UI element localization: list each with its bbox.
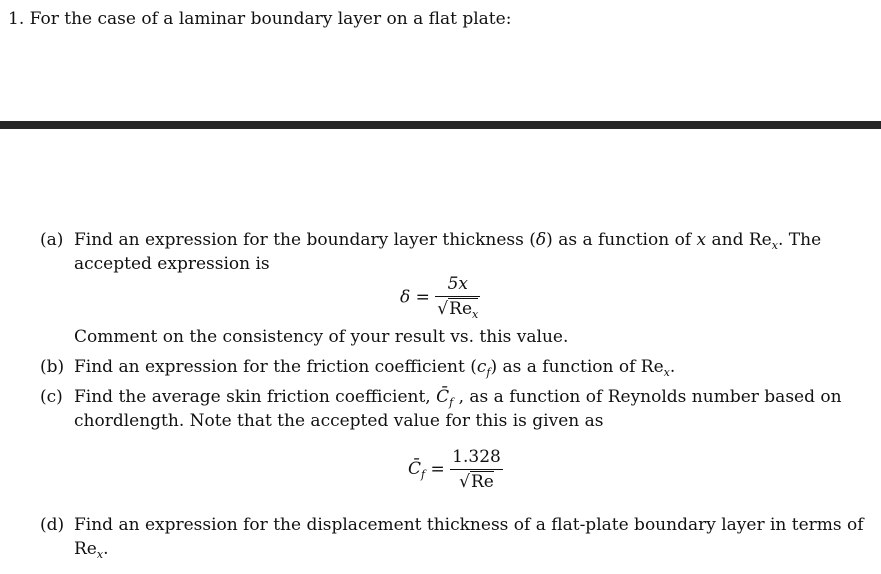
part-d-re: Re: [74, 539, 97, 559]
sqrt-icon: √: [459, 472, 470, 492]
equation-delta-lhs: δ =: [400, 287, 430, 308]
equation-cf: [408, 446, 503, 493]
part-a-label: (a): [40, 230, 64, 250]
re-text: Re: [449, 299, 473, 319]
equation-delta: [400, 273, 480, 322]
equation-delta-denominator: [435, 298, 480, 322]
part-a-comment: Comment on the consistency of your result vs. this value.: [74, 327, 569, 347]
re-text: Re: [470, 472, 494, 492]
part-b: [40, 356, 675, 380]
equals-sign: =: [430, 459, 445, 480]
fraction-bar: [450, 469, 503, 470]
part-a-text: Find an expression for the boundary layer thickness (: [74, 230, 536, 250]
part-b-text-mid: ) as a function of Re: [490, 357, 664, 377]
equation-delta-fraction: [435, 273, 480, 322]
subscript-f: f: [449, 396, 454, 409]
part-c-line1: [40, 386, 842, 410]
part-c-label: (c): [40, 387, 63, 407]
fraction-bar: [435, 296, 480, 297]
cf-bar-symbol: C̄: [436, 387, 450, 407]
x-symbol: x: [696, 230, 707, 250]
subscript-x: x: [663, 366, 670, 379]
part-d-line2: [74, 538, 109, 562]
equation-cf-denominator: [450, 471, 503, 493]
question-number: 1.: [8, 9, 25, 29]
equation-cf-numerator: 1.328: [452, 447, 501, 467]
part-c-text: Find the average skin friction coefficient,: [74, 387, 437, 407]
part-b-label: (b): [40, 357, 65, 377]
part-a-text-end: . The: [777, 230, 822, 250]
equation-cf-lhs: [408, 459, 425, 479]
part-d-line1: [40, 514, 864, 536]
part-c-line2: chordlength. Note that the accepted value for this is given as: [74, 411, 604, 431]
part-d-text: Find an expression for the displacement thickness of a flat-plate boundary layer in terms of: [74, 515, 864, 535]
part-a-line2: accepted expression is: [74, 254, 270, 274]
part-b-text-end: .: [669, 357, 676, 377]
delta-symbol: δ: [535, 230, 547, 250]
subscript-x: x: [472, 308, 479, 321]
equation-delta-numerator: 5x: [447, 274, 468, 294]
divider-bar: [0, 121, 881, 129]
part-d-label: (d): [40, 515, 65, 535]
part-a-text-mid: ) as a function of: [546, 230, 697, 250]
sqrt-icon: √: [437, 299, 449, 319]
subscript-x: x: [96, 548, 104, 561]
part-a-text-and: and Re: [706, 230, 772, 250]
cf-symbol: c: [476, 357, 487, 377]
equation-cf-fraction: [450, 446, 503, 493]
part-c-text-post: , as a function of Reynolds number based on: [453, 387, 842, 407]
part-b-text: Find an expression for the friction coefficient (: [74, 357, 477, 377]
subscript-x: x: [771, 239, 778, 252]
part-a-line1: [40, 229, 821, 253]
part-d-end: .: [103, 539, 109, 559]
subscript-f: f: [486, 366, 491, 379]
subscript-f: f: [421, 467, 426, 481]
cf-bar-lhs: C̄: [408, 458, 422, 479]
question-intro: For the case of a laminar boundary layer on a flat plate:: [29, 9, 512, 29]
question-header: [8, 8, 511, 30]
